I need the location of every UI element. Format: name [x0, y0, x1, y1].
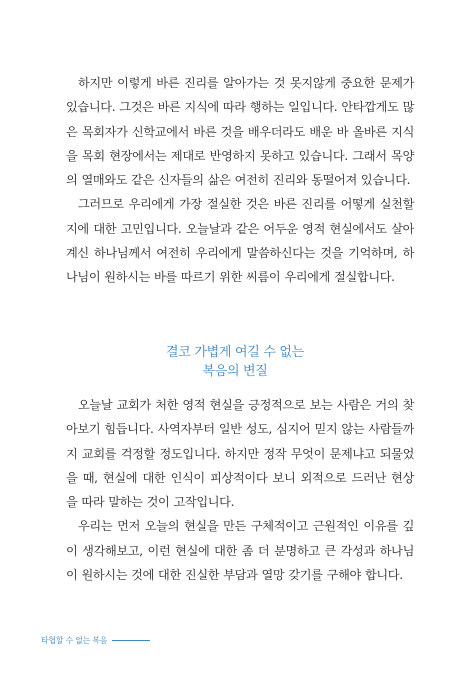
paragraph: 우리는 먼저 오늘의 현실을 만든 구체적이고 근원적인 이유를 깊이 생각해보고, 이런 현실에 대한 좀 더 분명하고 큰 각성과 하나님이 원하시는 것에 대한 진실한 부담과 열망 갖기를 구해야 합니다.	[66, 519, 414, 583]
paragraph: 그러므로 우리에게 가장 절실한 것은 바른 진리를 어떻게 실천할지에 대한 고민입니다. 오늘날과 같은 어두운 영적 현실에서도 살아 계신 하나님께서 여전히 우리에게 말씀하신다는 것을 기억하며, 하나님이 원하시는 바를 따르기 위한 씨름이 우리에게 절실합니다.	[66, 197, 414, 285]
paragraph: 하지만 이렇게 바른 진리를 알아가는 것 못지않게 중요한 문제가 있습니다. 그것은 바른 지식에 따라 행하는 일입니다. 안타깝게도 많은 목회자가 신학교에서 바른 것을 배우더라도 배운 바 올바른 지식을 목회 현장에서는 제대로 반영하지 못하고 있습니다. 그래서 목양의 열매와도 같은 신자들의 삶은 여전히 진리와 동떨어져 있습니다.	[66, 76, 414, 188]
page-footer	[41, 635, 150, 646]
footer-rule	[112, 640, 150, 641]
body-text-bottom	[66, 393, 414, 587]
running-title: 타협할 수 없는 복음	[41, 636, 108, 645]
paragraph: 오늘날 교회가 처한 영적 현실을 긍정적으로 보는 사람은 거의 찾아보기 힘듭니다. 사역자부터 일반 성도, 심지어 믿지 않는 사람들까지 교회를 걱정할 정도입니다. 하지만 정작 무엇이 문제냐고 되물었을 때, 현실에 대한 인식이 피상적이다 보니 외적으로 드러난 현상을 따라 말하는 것이 고작입니다.	[66, 398, 414, 510]
section-heading-line-2: 복음의 변질	[202, 363, 268, 379]
body-text-top	[66, 71, 414, 290]
section-heading-line-1: 결코 가볍게 여길 수 없는	[166, 345, 304, 360]
section-heading	[0, 344, 470, 381]
